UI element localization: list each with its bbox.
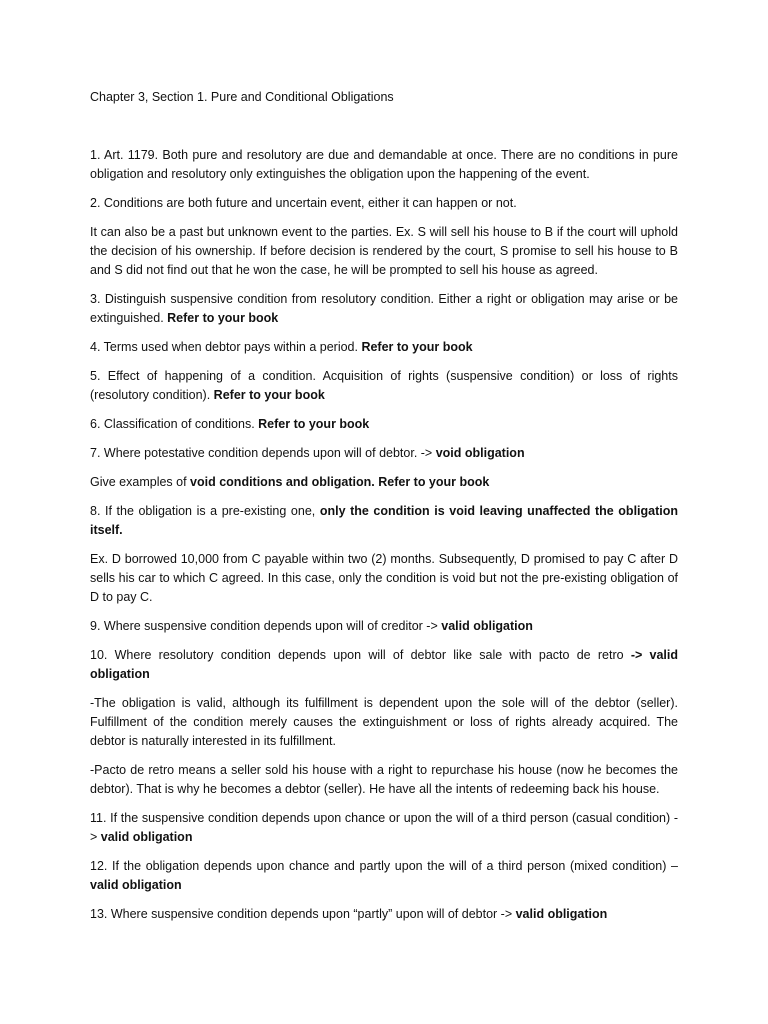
text: 3. Distinguish suspensive condition from resolutory condition. Either a right or obligation may arise or be extinguished. [90,292,678,325]
paragraph [90,367,678,405]
paragraph [90,502,678,540]
paragraph [90,761,678,799]
text: 12. If the obligation depends upon chance and partly upon the will of a third person (mixed condition) – [90,859,678,873]
text: 9. Where suspensive condition depends upon will of creditor -> [90,619,442,633]
text: 6. Classification of conditions. [90,417,259,431]
paragraph [90,290,678,328]
text: 5. Effect of happening of a condition. Acquisition of rights (suspensive condition) or loss of rights (resolutory condition). [90,369,678,402]
text: 11. If the suspensive condition depends upon chance or upon the will of a third person (casual condition) -> [90,811,678,844]
text: -The obligation is valid, although its fulfillment is dependent upon the sole will of the debtor (seller). Fulfillment of the condition merely causes the extinguishment or loss of rights already acquired. The debtor is naturally interested in its fulfillment. [90,696,678,748]
text: 13. Where suspensive condition depends upon “partly” upon will of debtor -> [90,907,516,921]
bold-text: valid obligation [515,907,608,921]
text: 7. Where potestative condition depends upon will of debtor. -> [90,446,436,460]
paragraph [90,194,678,213]
paragraph [90,444,678,463]
paragraph [90,415,678,434]
bold-text: Refer to your book [361,340,473,354]
paragraph [90,146,678,184]
paragraph [90,223,678,280]
text: 2. Conditions are both future and uncertain event, either it can happen or not. [90,196,517,210]
text: Ex. D borrowed 10,000 from C payable within two (2) months. Subsequently, D promised to pay C after D sells his car to which C agreed. In this case, only the condition is void but not the pre-existing obligation of D to pay C. [90,552,678,604]
document-page [90,88,678,934]
paragraph [90,694,678,751]
paragraph [90,550,678,607]
bold-text: valid obligation [441,619,533,633]
bold-text: valid obligation [100,830,193,844]
paragraph [90,338,678,357]
paragraph [90,905,678,924]
paragraph [90,809,678,847]
text: Give examples of [90,475,191,489]
bold-text: -> valid obligation [90,648,678,681]
bold-text: Refer to your book [167,311,279,325]
bold-text: void obligation [435,446,525,460]
text: 8. If the obligation is a pre-existing one, [90,504,320,518]
text: 1. Art. 1179. Both pure and resolutory are due and demandable at once. There are no conditions in pure obligation and resolutory only extinguishes the obligation upon the happening of the event. [90,148,678,181]
bold-text: void conditions and obligation. Refer to your book [190,475,490,489]
paragraph [90,473,678,492]
bold-text: Refer to your book [213,388,325,402]
bold-text: Refer to your book [258,417,370,431]
text: It can also be a past but unknown event to the parties. Ex. S will sell his house to B if the court will uphold the decision of his ownership. If before decision is rendered by the court, S promise to sell his house to B and S did not find out that he won the case, he will be prompted to sell his house as agreed. [90,225,678,277]
text: -Pacto de retro means a seller sold his house with a right to repurchase his house (now he becomes the debtor). That is why he becomes a debtor (seller). He have all the intents of redeeming back his house. [90,763,678,796]
paragraph [90,617,678,636]
paragraph [90,646,678,684]
document-body [90,146,678,924]
bold-text: only the condition is void leaving unaffected the obligation itself. [90,504,679,537]
bold-text: valid obligation [90,878,182,892]
text: 4. Terms used when debtor pays within a period. [90,340,362,354]
paragraph [90,857,678,895]
document-title: Chapter 3, Section 1. Pure and Conditional Obligations [90,90,394,104]
text: 10. Where resolutory condition depends upon will of debtor like sale with pacto de retro [90,648,631,662]
